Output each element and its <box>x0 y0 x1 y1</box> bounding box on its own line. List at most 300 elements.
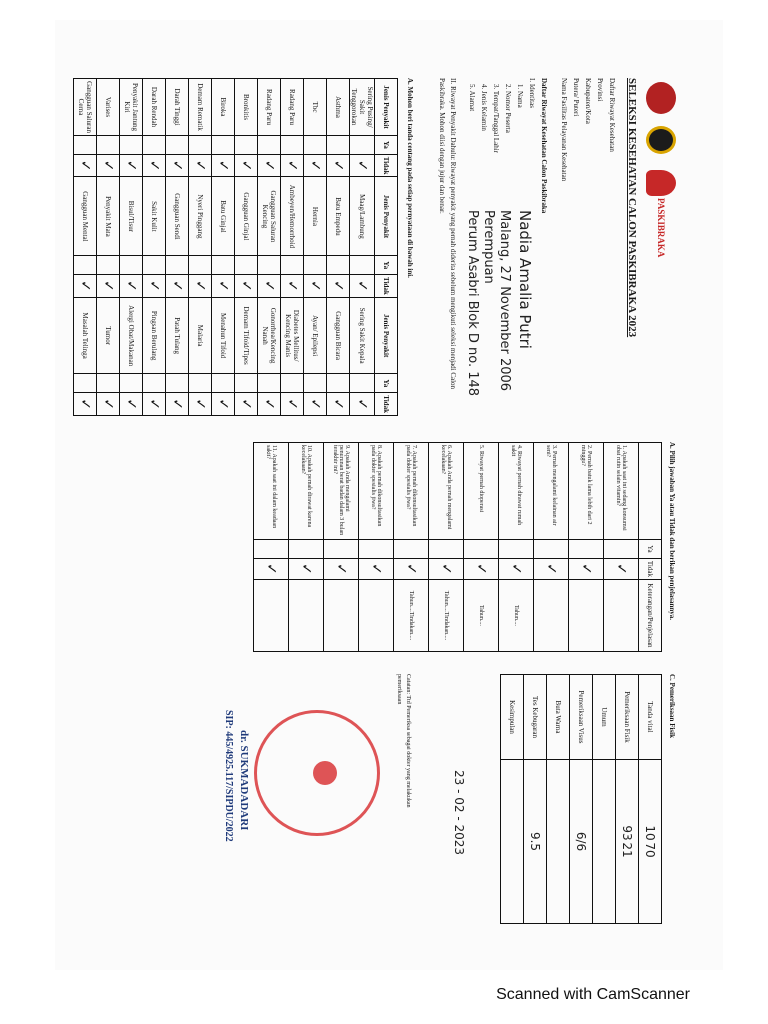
checkmark-icon: ✓ <box>146 398 162 410</box>
table-row <box>281 79 304 416</box>
disease-name: Ayan/ Epilepsi <box>304 297 327 374</box>
disease-name: Sering Sakit Kepala <box>350 297 375 374</box>
disease-name: Alergi Obat/Makanan <box>120 297 143 374</box>
table-row <box>639 675 662 924</box>
checkmark-icon: ✓ <box>215 398 231 410</box>
checkbox-ya[interactable] <box>120 374 143 393</box>
checkbox-ya[interactable] <box>189 374 212 393</box>
checkmark-icon: ✓ <box>169 159 185 172</box>
identity-label-1: 1. Nama <box>516 84 524 108</box>
table-row <box>327 79 350 416</box>
exam-value <box>501 760 524 924</box>
checkbox-tidak[interactable] <box>569 558 604 579</box>
checkmark-icon: ✓ <box>354 398 370 410</box>
checkbox-tidak[interactable] <box>189 275 212 298</box>
explanation-cell[interactable] <box>534 579 569 651</box>
exam-value <box>639 760 662 924</box>
checkbox-tidak[interactable] <box>143 154 166 177</box>
section-ii-text: II. Riwayat Penyakit Dahulu: Riwayat penyakit yang pernah diderita sebelum mengikuti seleksi menjadi Calon Paskibraka. Mohon diisi dengan jujur dan benar. <box>438 78 457 390</box>
disease-name: Gangguan Mental <box>74 177 97 256</box>
question-table <box>253 442 662 652</box>
checkbox-ya[interactable] <box>189 136 212 155</box>
disease-history-table <box>73 78 398 416</box>
checkbox-ya[interactable] <box>350 256 375 275</box>
col-header: Ya <box>639 539 662 558</box>
disease-name: Varises <box>97 79 120 136</box>
disease-name: Radang Paru <box>281 79 304 136</box>
checkbox-tidak[interactable] <box>359 558 394 579</box>
disease-name: Tumor <box>97 297 120 374</box>
checkbox-ya[interactable] <box>166 256 189 275</box>
table-row <box>304 79 327 416</box>
exam-label: Pemeriksaan Visus <box>570 675 593 760</box>
checkbox-tidak[interactable] <box>304 275 327 298</box>
checkmark-icon: ✓ <box>403 563 419 575</box>
table-row <box>350 79 375 416</box>
checkmark-icon: ✓ <box>330 280 346 292</box>
identity-label-3: 3. Tempat/Tanggal Lahir <box>492 84 500 154</box>
checkbox-tidak[interactable] <box>235 275 258 298</box>
checkbox-ya[interactable] <box>569 539 604 558</box>
checkmark-icon: ✓ <box>192 159 208 172</box>
question-row <box>534 443 569 652</box>
disease-name: Penyakit Jantung Kiri <box>120 79 143 136</box>
checkbox-tidak[interactable] <box>394 558 429 579</box>
question-row <box>429 443 464 652</box>
question-text: 11. Apakah saat ini dalam keadaan sakit? <box>254 443 289 540</box>
question-text: 4. Riwayat pernah dirawat rumah sakit <box>499 443 534 540</box>
checkmark-icon: ✓ <box>261 398 277 410</box>
checkbox-ya[interactable] <box>350 374 375 393</box>
checkmark-icon: ✓ <box>192 280 208 292</box>
table-row <box>74 79 97 416</box>
checkbox-ya[interactable] <box>604 539 639 558</box>
table-row <box>235 79 258 416</box>
checkbox-tidak[interactable] <box>97 154 120 177</box>
explanation-cell[interactable] <box>604 579 639 651</box>
identity-label-0: I. Identitas <box>528 78 536 108</box>
checkbox-ya[interactable] <box>289 539 324 558</box>
checkbox-tidak[interactable] <box>212 275 235 298</box>
checkmark-icon: ✓ <box>100 280 116 292</box>
checkbox-tidak[interactable] <box>97 393 120 416</box>
checkbox-tidak[interactable] <box>120 393 143 416</box>
middle-heading: A. Pilih jawaban Ya atau Tidak dan berikan penjelasannya. <box>668 442 676 621</box>
question-text: 6. Apakah Anda pernah mengalami kecelakaan? <box>429 443 464 540</box>
col-header: Ya <box>375 136 398 155</box>
checkbox-tidak[interactable] <box>212 393 235 416</box>
checkbox-ya[interactable] <box>212 136 235 155</box>
exam-label: Umum <box>593 675 616 760</box>
disease-name: Bronkitis <box>235 79 258 136</box>
checkbox-tidak[interactable] <box>143 275 166 298</box>
checkmark-icon: ✓ <box>238 398 254 410</box>
checkmark-icon: ✓ <box>77 398 93 410</box>
gender-value: Perempuan <box>481 210 496 284</box>
table-row <box>166 79 189 416</box>
col-header: Tidak <box>375 393 398 416</box>
header-field-1: Daftar Riwayat Kesehatan <box>608 78 616 152</box>
checkbox-tidak[interactable] <box>166 393 189 416</box>
checkbox-tidak[interactable] <box>281 393 304 416</box>
exam-date: 23 - 02 - 2023 <box>452 770 466 855</box>
exam-value-text: 21 <box>620 842 634 858</box>
disease-name: Gangguan Ginjal <box>235 177 258 256</box>
checkbox-tidak[interactable] <box>429 558 464 579</box>
disease-name: Sering Pusing/ Sakit Tenggorokan <box>350 79 375 136</box>
table-row <box>212 79 235 416</box>
checkbox-ya[interactable] <box>74 256 97 275</box>
exam-value <box>547 760 570 924</box>
table-row <box>524 675 547 924</box>
checkmark-icon: ✓ <box>123 280 139 292</box>
stamp-cross-icon <box>313 761 337 785</box>
exam-value-text: 10 <box>643 825 657 841</box>
exam-value <box>524 760 547 924</box>
checkbox-ya[interactable] <box>304 136 327 155</box>
question-text: 1. Apakah saat ini sedang konsumsi obat rutin selain vitamin? <box>604 443 639 540</box>
disease-name: Biroka <box>212 79 235 136</box>
paskibraka-logo <box>646 170 676 196</box>
disease-name: Sakit Kulit <box>143 177 166 256</box>
checkbox-tidak[interactable] <box>304 393 327 416</box>
checkbox-tidak[interactable] <box>235 393 258 416</box>
explanation-cell[interactable]: Tahun....Tindakan.... <box>394 579 429 651</box>
checkbox-ya[interactable] <box>304 374 327 393</box>
disease-name: Nyeri Pinggang <box>189 177 212 256</box>
checkbox-ya[interactable] <box>324 539 359 558</box>
checkmark-icon: ✓ <box>100 398 116 410</box>
garuda-logo <box>646 82 676 114</box>
identity-label-5: 5. Alamat <box>468 84 476 112</box>
stamp-sip: SIP: 445/4925.117/SIPDU/2022 <box>223 710 234 842</box>
question-text: 8. Apakah pernah dikonsultasikan pada dokter spesialis jiwa? <box>359 443 394 540</box>
col-header: Ya <box>375 374 398 393</box>
disease-name: Darah Rendah <box>143 79 166 136</box>
disease-name: Diabetes Mellitus/ Kencing Manis <box>281 297 304 374</box>
checkbox-tidak[interactable] <box>258 154 281 177</box>
disease-name: Gangguan Saluran Cerna <box>74 79 97 136</box>
checkbox-ya[interactable] <box>120 136 143 155</box>
table-row <box>593 675 616 924</box>
disease-name: Menahun Tifoid <box>212 297 235 374</box>
checkmark-icon: ✓ <box>169 280 185 292</box>
checkbox-ya[interactable] <box>166 136 189 155</box>
checkmark-icon: ✓ <box>284 280 300 292</box>
exam-label: Pemeriksaan Fisik <box>616 675 639 760</box>
checkbox-tidak[interactable] <box>534 558 569 579</box>
disease-name: Masalah Telinga <box>74 297 97 374</box>
question-header-row <box>639 443 662 652</box>
checkmark-icon: ✓ <box>284 159 300 172</box>
checkbox-ya[interactable] <box>327 136 350 155</box>
question-row <box>359 443 394 652</box>
table-row <box>189 79 212 416</box>
physical-exam-table <box>500 674 662 924</box>
checkmark-icon: ✓ <box>146 159 162 172</box>
checkbox-tidak[interactable] <box>143 393 166 416</box>
question-row <box>289 443 324 652</box>
checkbox-ya[interactable] <box>304 256 327 275</box>
checkbox-ya[interactable] <box>359 539 394 558</box>
checkbox-ya[interactable] <box>327 374 350 393</box>
table-row <box>120 79 143 416</box>
pin-logo <box>646 126 676 154</box>
exam-value <box>616 760 639 924</box>
disease-name: Batu Ginjal <box>212 177 235 256</box>
checkbox-tidak[interactable] <box>350 275 375 298</box>
table-header-row <box>375 79 398 416</box>
header-field-3: Kabupaten/Kota <box>584 78 592 124</box>
checkbox-ya[interactable] <box>258 256 281 275</box>
explanation-cell[interactable]: Tahun....Tindakan.... <box>429 579 464 651</box>
question-row <box>324 443 359 652</box>
checkbox-tidak[interactable] <box>281 154 304 177</box>
checkbox-tidak[interactable] <box>327 275 350 298</box>
question-row <box>394 443 429 652</box>
checkbox-ya[interactable] <box>281 374 304 393</box>
checkmark-icon: ✓ <box>261 280 277 292</box>
exam-value-text: 93 <box>620 825 634 841</box>
checkmark-icon: ✓ <box>284 398 300 410</box>
exam-label: Kesimpulan <box>501 675 524 760</box>
doctor-stamp <box>254 710 380 836</box>
question-text: 7. Apakah pernah dikonsultasikan pada dokter spesialis jiwa? <box>394 443 429 540</box>
disease-name: Bisul/Tisur <box>120 177 143 256</box>
checkbox-ya[interactable] <box>327 256 350 275</box>
disease-name: Gonorrhea/Kencing Nanah <box>258 297 281 374</box>
checkmark-icon: ✓ <box>578 563 594 575</box>
checkbox-ya[interactable] <box>254 539 289 558</box>
checkbox-ya[interactable] <box>143 374 166 393</box>
disease-name: Malaria <box>189 297 212 374</box>
checkbox-tidak[interactable] <box>350 393 375 416</box>
checkbox-ya[interactable] <box>74 374 97 393</box>
disease-name: Hernia <box>304 177 327 256</box>
checkbox-ya[interactable] <box>394 539 429 558</box>
stamp-name: dr. SUKMADADARI <box>238 730 250 831</box>
checkbox-tidak[interactable] <box>166 154 189 177</box>
disease-name: Tbc <box>304 79 327 136</box>
question-text: 9. Apakah Anda mengalami penurunan berat badan dalam 3 bulan terakhir ini? <box>324 443 359 540</box>
disease-name: Gangguan Saluran Kencing <box>258 177 281 256</box>
explanation-cell[interactable] <box>569 579 604 651</box>
checkbox-tidak[interactable] <box>120 275 143 298</box>
checkbox-ya[interactable] <box>281 256 304 275</box>
checkbox-ya[interactable] <box>189 256 212 275</box>
table-row <box>97 79 120 416</box>
checkbox-ya[interactable] <box>235 256 258 275</box>
checkbox-ya[interactable] <box>429 539 464 558</box>
checkmark-icon: ✓ <box>354 159 370 172</box>
disease-name: Demam Rematik <box>189 79 212 136</box>
checkbox-ya[interactable] <box>464 539 499 558</box>
exam-label: Tanda vital <box>639 675 662 760</box>
checkmark-icon: ✓ <box>368 563 384 575</box>
disease-name: Patah Tulang <box>166 297 189 374</box>
col-header: Jenis Penyakit <box>375 177 398 256</box>
explanation-cell[interactable] <box>359 579 394 651</box>
checkbox-tidak[interactable] <box>281 275 304 298</box>
checkbox-tidak[interactable] <box>235 154 258 177</box>
checkbox-ya[interactable] <box>212 374 235 393</box>
header-field-4: Putera/ Puteri <box>572 78 580 117</box>
rotated-form <box>77 70 680 950</box>
logo-text: PASKIBRAKA <box>656 198 666 258</box>
explanation-cell[interactable]: Tahun.... <box>499 579 534 651</box>
table-row <box>501 675 524 924</box>
scanner-watermark: Scanned with CamScanner <box>496 986 690 1003</box>
checkmark-icon: ✓ <box>298 563 314 575</box>
checkmark-icon: ✓ <box>543 563 559 575</box>
disease-name: Demam Tifoid/Tipes <box>235 297 258 374</box>
checkmark-icon: ✓ <box>146 280 162 292</box>
checkbox-ya[interactable] <box>97 256 120 275</box>
checkmark-icon: ✓ <box>100 159 116 172</box>
birth-value: Malang, 27 November 2006 <box>497 210 512 392</box>
header-field-2: Provinsi <box>596 78 604 102</box>
checkbox-ya[interactable] <box>74 136 97 155</box>
checkmark-icon: ✓ <box>261 159 277 172</box>
col-header: Tidak <box>375 275 398 298</box>
disease-name: Asthma <box>327 79 350 136</box>
checkmark-icon: ✓ <box>354 280 370 292</box>
question-row <box>604 443 639 652</box>
checkbox-ya[interactable] <box>499 539 534 558</box>
checkbox-tidak[interactable] <box>74 275 97 298</box>
checkbox-ya[interactable] <box>166 374 189 393</box>
checkmark-icon: ✓ <box>307 280 323 292</box>
checkbox-tidak[interactable] <box>604 558 639 579</box>
table-row <box>616 675 639 924</box>
exam-value-text: 6/6 <box>574 831 588 852</box>
checkbox-tidak[interactable] <box>304 154 327 177</box>
checkmark-icon: ✓ <box>307 159 323 172</box>
question-text: 2. Pernah batuk lama lebih dari 2 minggu? <box>569 443 604 540</box>
checkbox-tidak[interactable] <box>120 154 143 177</box>
disease-name: Gangguan Bicara <box>327 297 350 374</box>
checkmark-icon: ✓ <box>613 563 629 575</box>
table-row <box>547 675 570 924</box>
checkbox-ya[interactable] <box>534 539 569 558</box>
checkbox-ya[interactable] <box>258 136 281 155</box>
checkbox-tidak[interactable] <box>97 275 120 298</box>
col-header: Keterangan/Penjelasan <box>639 579 662 651</box>
checkbox-tidak[interactable] <box>166 275 189 298</box>
checkbox-tidak[interactable] <box>289 558 324 579</box>
checkbox-ya[interactable] <box>281 136 304 155</box>
table-row <box>143 79 166 416</box>
checkbox-tidak[interactable] <box>350 154 375 177</box>
checkmark-icon: ✓ <box>330 159 346 172</box>
checkbox-ya[interactable] <box>350 136 375 155</box>
checkbox-tidak[interactable] <box>74 393 97 416</box>
checkbox-ya[interactable] <box>143 256 166 275</box>
checkmark-icon: ✓ <box>192 398 208 410</box>
checkbox-tidak[interactable] <box>324 558 359 579</box>
checkmark-icon: ✓ <box>215 280 231 292</box>
checkbox-ya[interactable] <box>235 136 258 155</box>
physical-exam-heading: C. Pemeriksaan Fisik <box>668 674 676 738</box>
checkbox-tidak[interactable] <box>189 393 212 416</box>
disease-name: Darah Tinggi <box>166 79 189 136</box>
checkmark-icon: ✓ <box>123 159 139 172</box>
checkbox-ya[interactable] <box>120 256 143 275</box>
checkmark-icon: ✓ <box>215 159 231 172</box>
checkbox-tidak[interactable] <box>189 154 212 177</box>
checkmark-icon: ✓ <box>330 398 346 410</box>
disease-name: Pingsan Berulang <box>143 297 166 374</box>
question-row <box>499 443 534 652</box>
checkmark-icon: ✓ <box>77 159 93 172</box>
explanation-cell[interactable] <box>289 579 324 651</box>
col-header: Tidak <box>375 154 398 177</box>
checkbox-ya[interactable] <box>258 374 281 393</box>
checkbox-tidak[interactable] <box>464 558 499 579</box>
checkbox-tidak[interactable] <box>212 154 235 177</box>
exam-label: Buta Warna <box>547 675 570 760</box>
table-row <box>258 79 281 416</box>
checkmark-icon: ✓ <box>473 563 489 575</box>
exam-value <box>570 760 593 924</box>
question-text: 3. Pernah mengalami kelainan air seni? <box>534 443 569 540</box>
checkbox-tidak[interactable] <box>327 154 350 177</box>
checkbox-tidak[interactable] <box>258 275 281 298</box>
checkbox-ya[interactable] <box>235 374 258 393</box>
checkmark-icon: ✓ <box>123 398 139 410</box>
checkbox-tidak[interactable] <box>74 154 97 177</box>
identity-label-4: 4. Jenis Kelamin <box>480 84 488 131</box>
checkbox-tidak[interactable] <box>254 558 289 579</box>
identity-label-2: 2. Nomor Peserta <box>504 84 512 133</box>
identity-heading: Daftar Riwayat Kesehatan Calon Paskibraka <box>540 78 548 214</box>
checkbox-ya[interactable] <box>212 256 235 275</box>
checkbox-ya[interactable] <box>97 136 120 155</box>
checkbox-ya[interactable] <box>97 374 120 393</box>
disease-name: Ambeyen/Hemorrhoid <box>281 177 304 256</box>
col-header: Jenis Penyakit <box>375 79 398 136</box>
question-text: 10. Apakah pernah dirawat karena kecelakaan? <box>289 443 324 540</box>
section-ii-instruction: A. Mohon beri tanda centang pada setiap pernyataan di bawah ini. <box>406 78 414 278</box>
checkbox-tidak[interactable] <box>258 393 281 416</box>
disease-name: Radang Paru <box>258 79 281 136</box>
question-row <box>569 443 604 652</box>
col-header: Ya <box>375 256 398 275</box>
checkmark-icon: ✓ <box>169 398 185 410</box>
checkmark-icon: ✓ <box>508 563 524 575</box>
checkbox-ya[interactable] <box>143 136 166 155</box>
question-text: 5. Riwayat pernah dioperasi <box>464 443 499 540</box>
table-row <box>570 675 593 924</box>
name-value: Nadia Amalia Putri <box>516 210 534 349</box>
question-row <box>254 443 289 652</box>
checkmark-icon: ✓ <box>333 563 349 575</box>
disease-name: Batu Empedu <box>327 177 350 256</box>
checkmark-icon: ✓ <box>77 280 93 292</box>
explanation-cell[interactable]: Tahun.... <box>464 579 499 651</box>
explanation-cell[interactable] <box>324 579 359 651</box>
exam-note: Catatan: Ttd Pemeriksa sebagai dokter yang melakukan pemeriksaan <box>396 674 411 808</box>
checkmark-icon: ✓ <box>238 280 254 292</box>
question-row <box>464 443 499 652</box>
header-field-5: Nama Fasilitas Pelayanan Kesehatan <box>560 78 568 182</box>
checkmark-icon: ✓ <box>263 563 279 575</box>
explanation-cell[interactable] <box>254 579 289 651</box>
checkmark-icon: ✓ <box>307 398 323 410</box>
disease-name: Gangguan Sendi <box>166 177 189 256</box>
checkbox-tidak[interactable] <box>499 558 534 579</box>
checkbox-tidak[interactable] <box>327 393 350 416</box>
